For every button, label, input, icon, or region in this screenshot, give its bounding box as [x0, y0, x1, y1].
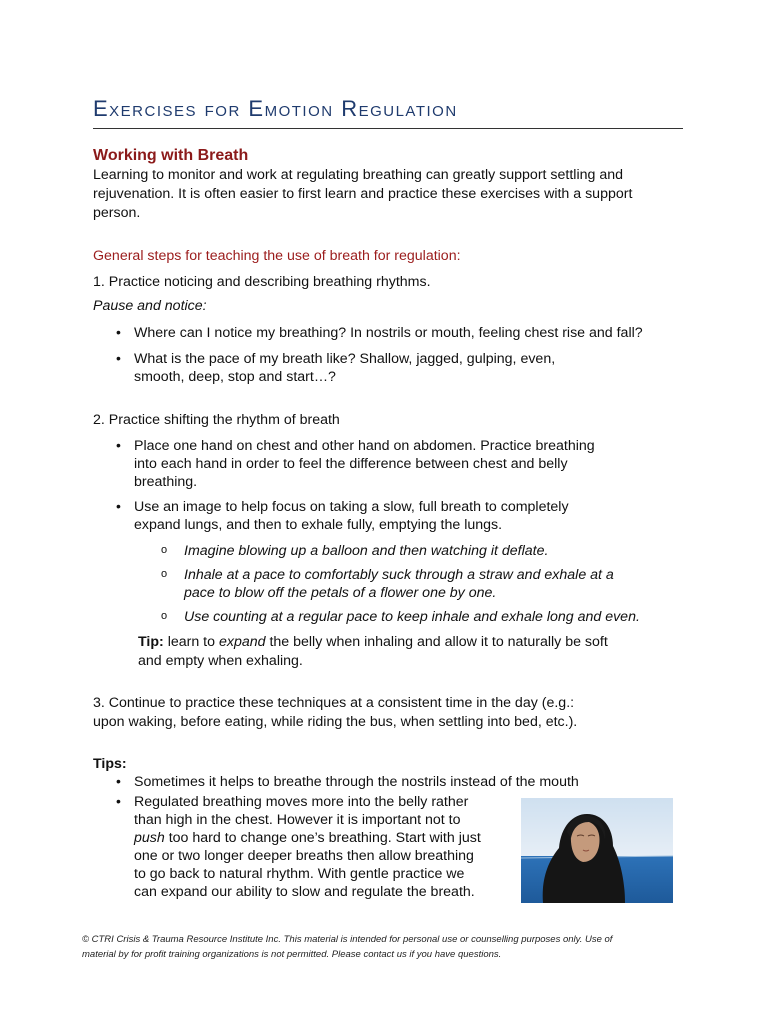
tip-line-1	[138, 633, 608, 651]
bullet-icon: •	[116, 324, 121, 340]
step1-bullet-1: Where can I notice my breathing? In nostrils or mouth, feeling chest rise and fall?	[134, 325, 643, 341]
sub-bullet-2-line-1: Inhale at a pace to comfortably suck through a straw and exhale at a	[184, 567, 614, 583]
general-steps-heading: General steps for teaching the use of breath for regulation:	[93, 248, 461, 264]
section-heading: Working with Breath	[93, 147, 249, 164]
sub-bullet-3: Use counting at a regular pace to keep inhale and exhale long and even.	[184, 609, 640, 625]
intro-line-1: Learning to monitor and work at regulating breathing can greatly support settling and	[93, 167, 623, 183]
tips-bullet-2-line-1: Regulated breathing moves more into the belly rather	[134, 794, 469, 810]
title-divider	[93, 128, 683, 129]
tips-push-emphasis: push	[134, 830, 165, 846]
tip-text-post: the belly when inhaling and allow it to naturally be soft	[265, 634, 608, 650]
step-1: 1. Practice noticing and describing breathing rhythms.	[93, 274, 431, 290]
bullet-icon: •	[116, 437, 121, 453]
step-2: 2. Practice shifting the rhythm of breath	[93, 412, 340, 428]
tips-line-3-rest: too hard to change one’s breathing. Start with just	[164, 830, 481, 846]
step-3-line-1: 3. Continue to practice these techniques at a consistent time in the day (e.g.:	[93, 695, 575, 711]
footer-line-2: material by for profit training organizations is not permitted. Please contact us if you have questions.	[82, 949, 502, 960]
tip-line-2: and empty when exhaling.	[138, 653, 303, 669]
tip-label: Tip:	[138, 634, 164, 650]
step2-bullet-1-line-1: Place one hand on chest and other hand on abdomen. Practice breathing	[134, 438, 595, 454]
step2-bullet-1-line-3: breathing.	[134, 474, 198, 490]
step1-bullet-2-line-1: What is the pace of my breath like? Shallow, jagged, gulping, even,	[134, 351, 556, 367]
step2-bullet-2-line-2: expand lungs, and then to exhale fully, emptying the lungs.	[134, 517, 503, 533]
breathing-woman-photo	[521, 798, 673, 903]
tips-heading: Tips:	[93, 756, 127, 772]
page-title: Exercises for Emotion Regulation	[93, 96, 458, 121]
step2-bullet-2-line-1: Use an image to help focus on taking a slow, full breath to completely	[134, 499, 569, 515]
tips-bullet-2-line-4: one or two longer deeper breaths then allow breathing	[134, 848, 474, 864]
tips-bullet-1: Sometimes it helps to breathe through the nostrils instead of the mouth	[134, 774, 579, 790]
pause-notice-label: Pause and notice:	[93, 298, 207, 314]
tip-text-pre: learn to	[163, 634, 219, 650]
tip-emphasis: expand	[218, 634, 266, 650]
tips-bullet-2-line-2: than high in the chest. However it is important not to	[134, 812, 461, 828]
intro-line-2: rejuvenation. It is often easier to first learn and practice these exercises with a support	[93, 186, 633, 202]
sub-bullet-icon: o	[161, 544, 168, 556]
tips-bullet-2-line-5: to go back to natural rhythm. With gentle practice we	[134, 866, 465, 882]
sub-bullet-1: Imagine blowing up a balloon and then watching it deflate.	[184, 543, 549, 559]
bullet-icon: •	[116, 773, 121, 789]
bullet-icon: •	[116, 793, 121, 809]
intro-line-3: person.	[93, 205, 141, 221]
bullet-icon: •	[116, 350, 121, 366]
sub-bullet-icon: o	[161, 568, 168, 580]
step1-bullet-2-line-2: smooth, deep, stop and start…?	[134, 369, 336, 385]
sub-bullet-icon: o	[161, 610, 168, 622]
tips-bullet-2-line-6: can expand our ability to slow and regulate the breath.	[134, 884, 475, 900]
step2-bullet-1-line-2: into each hand in order to feel the difference between chest and belly	[134, 456, 568, 472]
tips-bullet-2-line-3	[134, 829, 481, 847]
footer-line-1: © CTRI Crisis & Trauma Resource Institute Inc. This material is intended for personal use or counselling purposes only. Use of	[82, 934, 613, 945]
step-3-line-2: upon waking, before eating, while riding the bus, when settling into bed, etc.).	[93, 714, 578, 730]
sub-bullet-2-line-2: pace to blow off the petals of a flower one by one.	[184, 585, 497, 601]
bullet-icon: •	[116, 498, 121, 514]
